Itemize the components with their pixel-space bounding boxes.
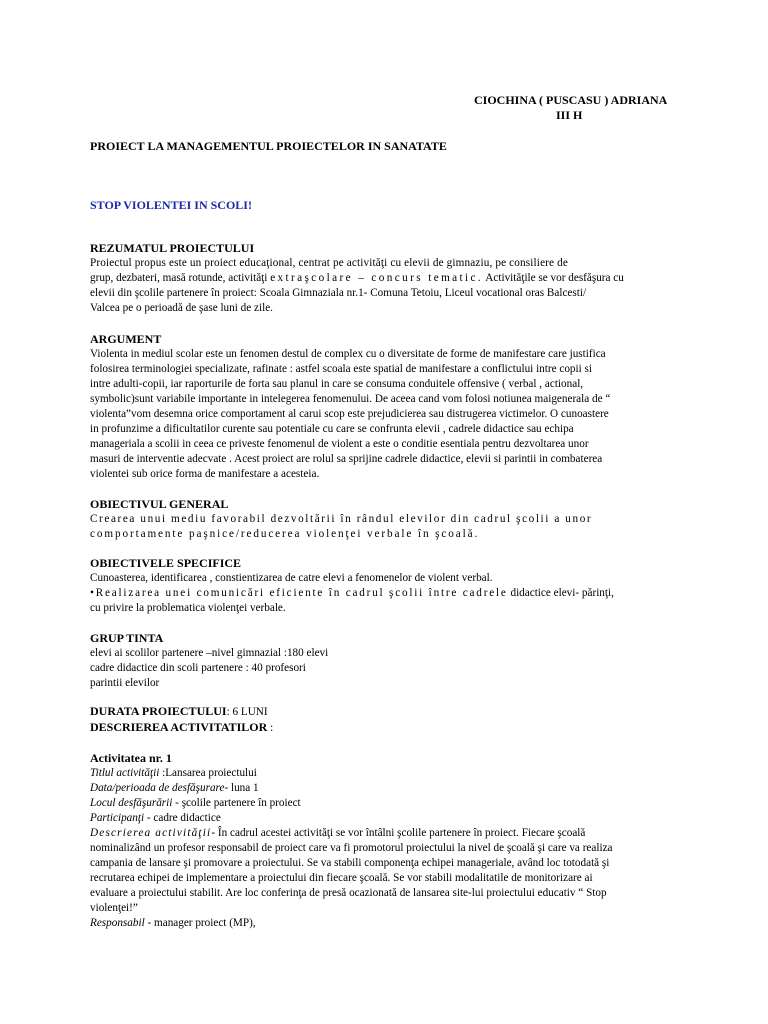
- summary-line: Proiectul propus este un proiect educaţional, centrat pe activităţi cu elevii de gimnaziu, pe consiliere de: [90, 257, 568, 269]
- argument-line: symbolic)sunt variabile importante in intelegerea fenomenului. De aceea cand vom folosi notiunea maigenerala de “: [90, 393, 611, 405]
- summary-heading: REZUMATUL PROIECTULUI: [90, 241, 255, 255]
- activity-description-line: nominalizând un profesor responsabil de proiect care va fi promotorul proiectului la nivel de şcoală şi care va realiza: [90, 842, 613, 854]
- activity-description-line: Descrierea activităţii- În cadrul acestei activităţi se vor întâlni şcolile partenere în proiect. Fiecare şcoală: [90, 827, 586, 839]
- activity-description-line: campania de lansare şi promovare a proiectului. Se va stabili componenţa echipei manageriale, având loc totodată şi: [90, 857, 610, 869]
- activity-description-line: violenţei!”: [90, 902, 138, 914]
- target-group-line: cadre didactice din scoli partenere : 40 profesori: [90, 662, 306, 674]
- activity-1-heading: Activitatea nr. 1: [90, 751, 172, 765]
- activity-participants-line: Participanţi - cadre didactice: [90, 812, 221, 824]
- activity-1-section: [90, 751, 682, 931]
- argument-heading: ARGUMENT: [90, 332, 162, 346]
- argument-line: violentei sub orice forma de manifestare a acesteia.: [90, 468, 320, 480]
- activity-title-line: Titlul activităţii :Lansarea proiectului: [90, 767, 257, 779]
- specific-objectives-heading: OBIECTIVELE SPECIFICE: [90, 556, 242, 570]
- specific-objectives-section: [90, 556, 682, 616]
- argument-line: intre adulti-copii, iar raporturile de forta sau planul in care se consuma conduitele offensive ( verbal , actional,: [90, 378, 584, 390]
- activity-description-line: recrutarea echipei de implementare a proiectului din fiecare şcoală. Se vor stabili modalitatile de monitorizare ai: [90, 872, 593, 884]
- general-objective-line: Crearea unui mediu favorabil dezvoltării în rândul elevilor din cadrul şcolii a unor: [90, 513, 593, 525]
- target-group-line: elevi ai scolilor partenere –nivel gimnazial :180 elevi: [90, 647, 329, 659]
- summary-line: grup, dezbateri, masă rotunde, activităţi extraşcolare – concurs tematic. Activităţile se vor desfăşura cu: [90, 272, 624, 284]
- duration-line: DURATA PROIECTULUI: 6 LUNI: [90, 704, 268, 718]
- argument-line: Violenta in mediul scolar este un fenomen destul de complex cu o diversitate de forme de manifestare care justifica: [90, 348, 606, 360]
- class-label: III H: [556, 108, 583, 122]
- summary-line: Valcea pe o perioadă de şase luni de zile.: [90, 302, 273, 314]
- project-title: PROIECT LA MANAGEMENTUL PROIECTELOR IN SANATATE: [90, 139, 447, 153]
- project-slogan: STOP VIOLENTEI IN SCOLI!: [90, 198, 252, 212]
- argument-line: violenta”vom desemna orice comportament al carui scop este prejudicierea sau distrugerea victimelor. O cunoastere: [90, 408, 609, 420]
- specific-objective-line: Cunoasterea, identificarea , constientizarea de catre elevi a fenomenelor de violent verbal.: [90, 572, 493, 584]
- argument-line: in profunzime a dificultatilor curente sau potentiale cu care se confrunta elevii , cadrele didactice sau echipa: [90, 423, 574, 435]
- activity-date-line: Data/perioada de desfăşurare- luna 1: [90, 782, 259, 794]
- argument-line: masuri de interventie adecvate . Acest proiect are rolul sa sprijine cadrele didactice, elevii si parintii in combaterea: [90, 453, 603, 465]
- activity-location-line: Locul desfăşurării - şcolile partenere în proiect: [90, 797, 301, 809]
- general-objective-line: comportamente paşnice/reducerea violenţei verbale în şcoală.: [90, 528, 480, 540]
- duration-section: [90, 704, 682, 736]
- target-group-section: [90, 631, 682, 691]
- argument-section: [90, 332, 682, 482]
- target-group-heading: GRUP TINTA: [90, 631, 164, 645]
- general-objective-section: [90, 497, 682, 542]
- argument-line: manageriala a scolii in ceea ce priveste fenomenul de violent a este o conditie esentiala pentru dezvoltarea unor: [90, 438, 589, 450]
- general-objective-heading: OBIECTIVUL GENERAL: [90, 497, 229, 511]
- specific-objective-line: cu privire la problematica violenţei verbale.: [90, 602, 286, 614]
- activity-description-line: evaluare a proiectului stabilit. Are loc conferinţa de presă ocazionată de lansarea site-lui proiectului educativ “ Stop: [90, 887, 607, 899]
- summary-line: elevii din şcolile partenere în proiect: Scoala Gimnaziala nr.1- Comuna Tetoiu, Liceul vocational oras Balcesti/: [90, 287, 587, 299]
- summary-section: [90, 241, 682, 316]
- author-name: CIOCHINA ( PUSCASU ) ADRIANA: [474, 93, 668, 107]
- activity-responsible-line: Responsabil - manager proiect (MP),: [90, 917, 256, 929]
- specific-objective-line: •Realizarea unei comunicări eficiente în cadrul şcolii între cadrele didactice elevi- părinţi,: [90, 587, 614, 599]
- target-group-line: parintii elevilor: [90, 677, 160, 689]
- activities-heading-line: DESCRIEREA ACTIVITATILOR :: [90, 720, 274, 734]
- argument-line: folosirea terminologiei specializate, rafinate : astfel scoala este spatial de manifestare a conflictului intre copii si: [90, 363, 592, 375]
